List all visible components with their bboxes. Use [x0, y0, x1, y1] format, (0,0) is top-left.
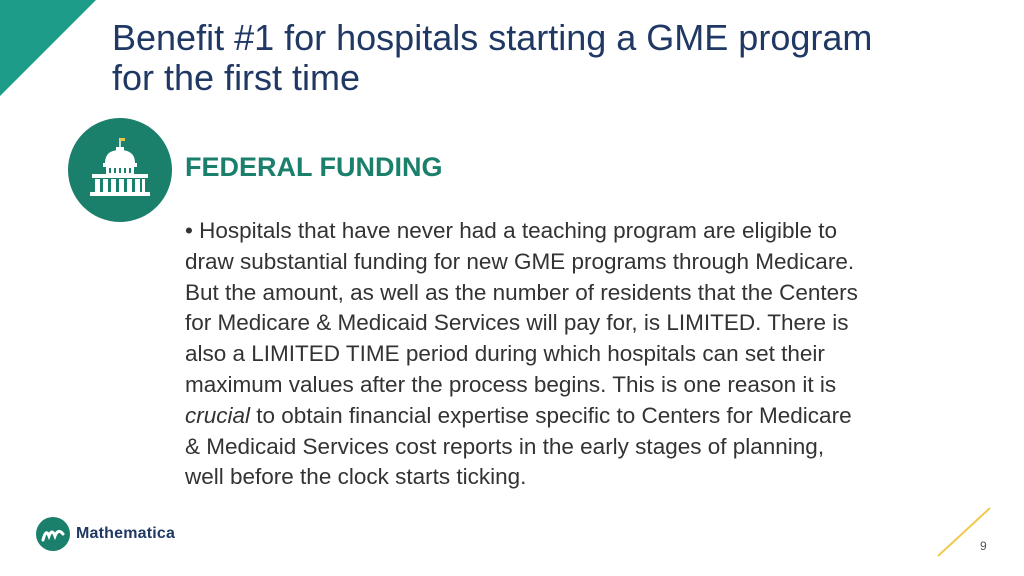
body-line: & Medicaid Services cost reports in the early stages of planning, — [185, 433, 825, 459]
corner-triangle-decoration — [0, 0, 96, 96]
body-paragraph — [185, 216, 975, 493]
section-heading: FEDERAL FUNDING — [185, 152, 443, 182]
body-line: • Hospitals that have never had a teaching program are eligible to — [185, 218, 838, 243]
slide-title-line-1: Benefit #1 for hospitals starting a GME program — [112, 17, 873, 58]
body-line: well before the clock starts ticking. — [185, 464, 527, 490]
capitol-building-icon — [68, 118, 172, 222]
logo-text: Mathematica — [76, 525, 176, 542]
emphasis-crucial: crucial — [185, 402, 251, 428]
body-line: draw substantial funding for new GME programs through Medicare. — [185, 248, 855, 274]
mathematica-logo-icon — [36, 517, 70, 551]
body-line: maximum values after the process begins. This is one reason it is — [185, 371, 837, 397]
slide-title — [112, 18, 972, 98]
body-line-rest: to obtain financial expertise specific to Centers for Medicare — [250, 402, 852, 428]
mathematica-logo — [36, 517, 175, 551]
body-line: But the amount, as well as the number of residents that the Centers — [185, 279, 858, 305]
slide-title-line-2: for the first time — [112, 57, 361, 98]
body-line: for Medicare & Medicaid Services will pay for, is LIMITED. There is — [185, 310, 849, 336]
body-line — [185, 401, 975, 432]
body-line: also a LIMITED TIME period during which hospitals can set their — [185, 341, 825, 367]
page-number: 9 — [980, 539, 987, 553]
